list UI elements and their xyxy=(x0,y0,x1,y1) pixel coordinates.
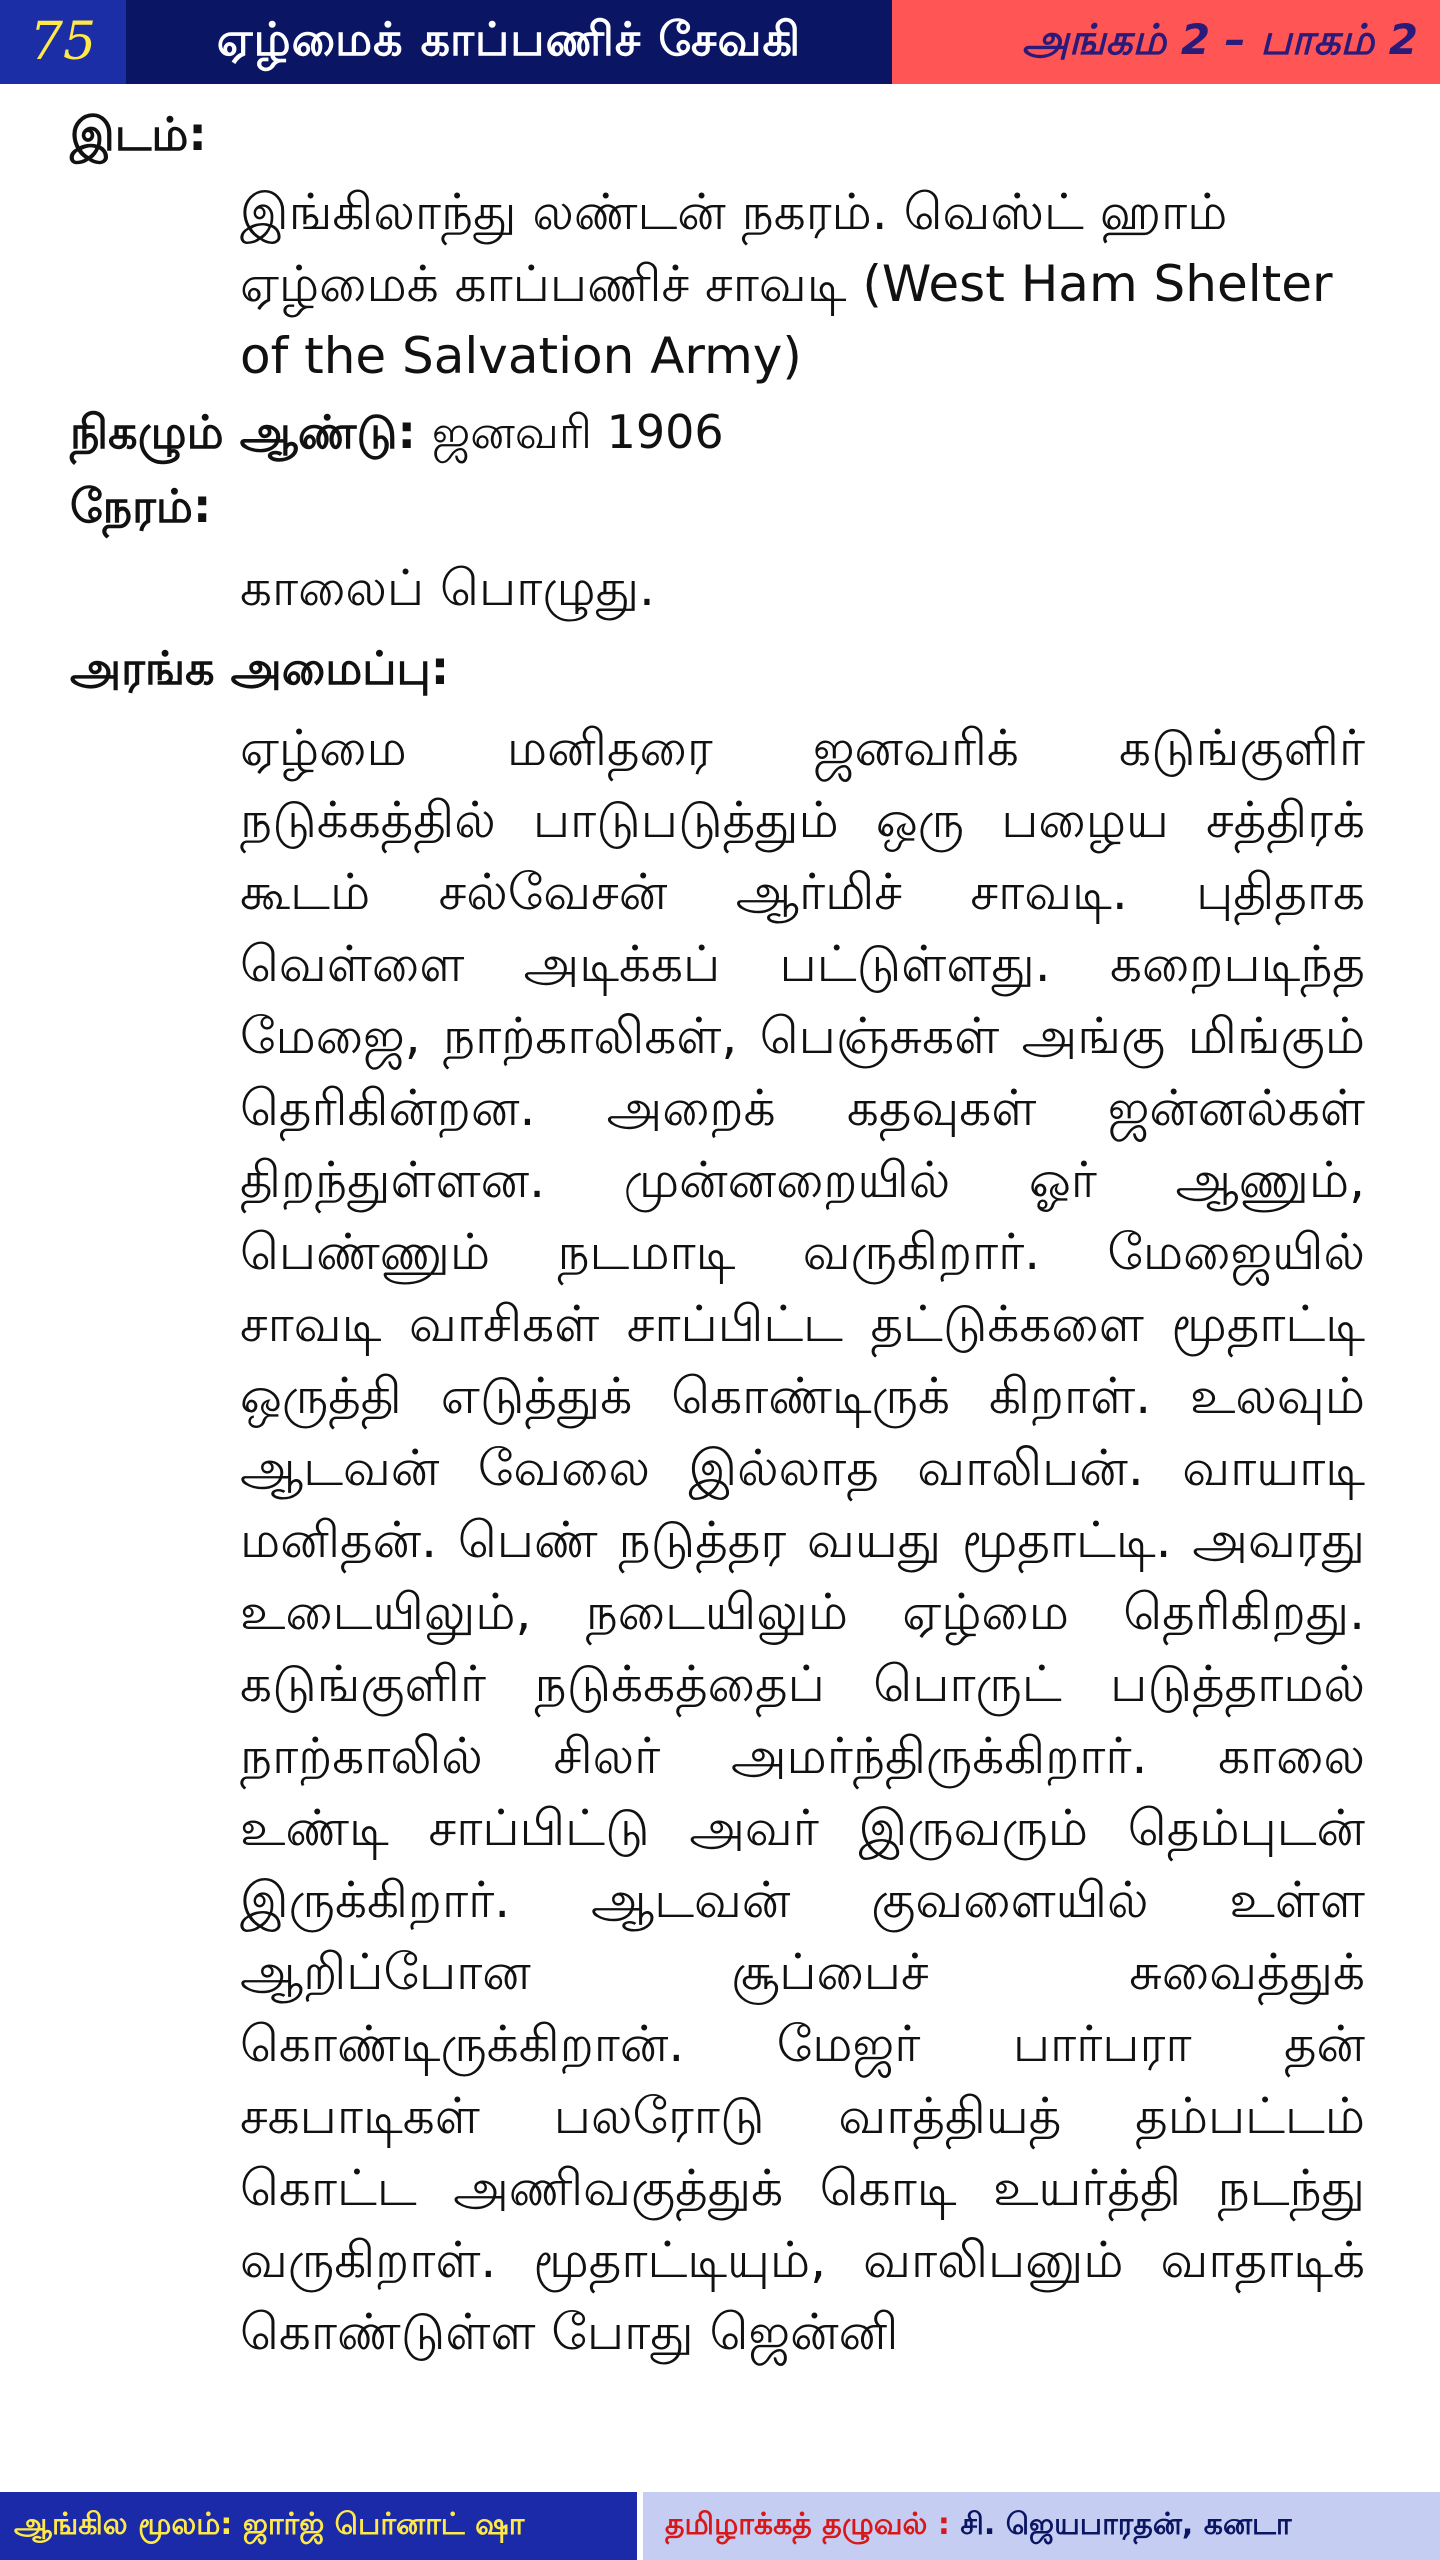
stage-label: அரங்க அமைப்பு: xyxy=(70,641,450,695)
translator-name: சி. ஜெயபாரதன், கனடா xyxy=(960,2506,1292,2542)
translation-label: தமிழாக்கத் தழுவல் : xyxy=(665,2506,950,2542)
stage-text: ஏழ்மை மனிதரை ஜனவரிக் கடுங்குளிர் நடுக்கத்தில் பாடுபடுத்தும் ஒரு பழைய சத்திரக் கூடம் சல்வேசன் ஆர்மிச் சாவடி. புதிதாக வெள்ளை அடிக்கப் பட்டுள்ளது. கறைபடிந்த மேஜை, நாற்காலிகள், பெஞ்சுகள் அங்கு மிங்கும் தெரிகின்றன. அறைக் கதவுகள் ஜன்னல்கள் திறந்துள்ளன. முன்னறையில் ஓர் ஆணும், பெண்ணும் நடமாடி வருகிறார். மேஜையில் சாவடி வாசிகள் சாப்பிட்ட தட்டுக்களை மூதாட்டி ஒருத்தி எடுத்துக் கொண்டிருக் கிறாள். உலவும் ஆடவன் வேலை இல்லாத வாலிபன். வாயாடி மனிதன். பெண் நடுத்தர வயது மூதாட்டி. அவரது உடையிலும், நடையிலும் ஏழ்மை தெரிகிறது. கடுங்குளிர் நடுக்கத்தைப் பொருட் படுத்தாமல் நாற்காலில் சிலர் அமர்ந்திருக்கிறார். காலை உண்டி சாப்பிட்டு அவர் இருவரும் தெம்புடன் இருக்கிறார். ஆடவன் குவளையில் உள்ள ஆறிப்போன சூப்பைச் சுவைத்துக் கொண்டிருக்கிறான். மேஜர் பார்பரா தன் சகபாடிகள் பலரோடு வாத்தியத் தம்பட்டம் கொட்ட அணிவகுத்துக் கொடி உயர்த்தி நடந்து வருகிறாள். மூதாட்டியும், வாலிபனும் வாதாடிக் கொண்டுள்ள போது ஜென்னி xyxy=(240,719,1365,2361)
place-label: இடம்: xyxy=(70,107,207,161)
place-text: இங்கிலாந்து லண்டன் நகரம். வெஸ்ட் ஹாம் ஏழ்மைக் காப்பணிச் சாவடி (West Ham Shelter of the Salvation Army) xyxy=(240,183,1333,385)
page-header xyxy=(0,0,1440,84)
time-text: காலைப் பொழுது. xyxy=(240,559,655,617)
year-label: நிகழும் ஆண்டு: xyxy=(70,405,416,459)
source-credit: ஆங்கில மூலம்: ஜார்ஜ் பெர்னாட் ஷா xyxy=(0,2492,637,2560)
page-footer xyxy=(0,2492,1440,2560)
page-number: 75 xyxy=(0,0,126,84)
year-line xyxy=(70,396,724,468)
time-label: நேரம்: xyxy=(70,479,212,533)
act-part-label: அங்கம் 2 – பாகம் 2 xyxy=(892,0,1440,84)
year-value: ஜனவரி 1906 xyxy=(431,405,724,459)
book-title: ஏழ்மைக் காப்பணிச் சேவகி xyxy=(126,0,892,84)
translation-credit xyxy=(643,2492,1440,2560)
